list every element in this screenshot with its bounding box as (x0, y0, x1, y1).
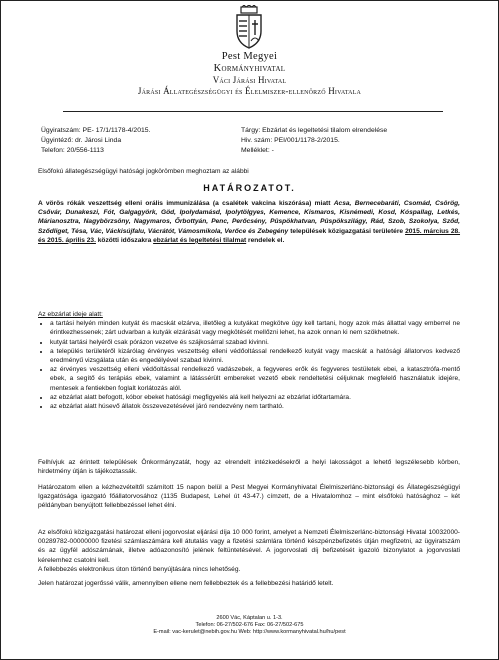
reference-number: Hiv. szám: PEI/001/1178-2/2015. (241, 137, 340, 144)
electronic-note: A fellebbezés elektronikus úton történő benyújtására nincs lehetőség. (38, 565, 241, 573)
footer-phone: Telefon: 06-27/502-676 Fax: 06-27/502-675 (195, 622, 304, 629)
footer-contact: E-mail: vac-kerulet@nebih.gov.hu Web: http://www.kormanyhivatal.hu/hu/pest (153, 629, 346, 636)
decision-towns: Acsa, Bernecebaráti, Csomád, Csörög, Csővár, Dunakeszi, Fót, Galgagyörk, Göd, Ipolydamásd, Ipolytölgyes, Kemence, Kismaros, Kisnémedi, Kosd, Kóspallag, Letkés, Márianosztra, Nagybörzsöny, Nagymaros, Őrbottyán, Penc, Perőcsény, Püspökhatvan, Püspökszilágy, Rád, Szob, Szokolya, Sződ, Sződliget, Tésa, Vác, Váckisújfalu, Vácrátót, Vámosmikola, Verőce és Zebegény (38, 200, 460, 235)
appeal-paragraph: Határozatom ellen a kézhezvételtől számított 15 napon belül a Pest Megyei Kormányhivatal Élelmiszerlánc-biztonsági és Állategészségügyi Igazgatósága igazgató főállatorvosához (1135 Budapest, Lehel út 43-47.) címzett, de a Hivatalomhoz – mint elsőfokú hatósághoz – két példányban benyújtott fellebbezéssel lehet élni. (38, 484, 460, 510)
header-office: Kormányhivatal (213, 63, 286, 74)
decision-title: HATÁROZATOT. (203, 183, 296, 193)
file-number: Ügyiratszám: PE- 17/1/1178-4/2015. (41, 127, 151, 134)
list-item: • az ebzárlat alatt befogott, kóbor ebeket hatósági megfigyelés alá kell helyezni az ebzárlat időtartamára. (50, 393, 460, 402)
fee-text: Az elsőfokú közigazgatási határozat elleni jogorvoslat eljárási díja 10 000 forint, amelyet a Nemzeti Élelmiszerlánc-biztonsági Hivatal 10032000-00289782-00000000 fizetési számlaszámára kell átutalás vagy a fizetési számlára történő készpénzbefizetés útján megfizetni, az ügyiratszám és az ügyfél adószámának, illetve adóazonosító jelének feltüntetésével. A jogorvoslati díj befizetését igazoló bizonylatot a jogorvoslati kérelemhez csatolni kell. (38, 529, 460, 564)
decision-paragraph (38, 199, 460, 245)
list-item: • a tartási helyén minden kutyát és macskát elzárva, illetőleg a kutyákat megkötve úgy kell tartani, hogy azok más állattal vagy emberrel ne érintkezhessenek; zárt udvarban a kutyák elzárását vagy megkötését mellőzni lehet, ha azok onnan ki nem szökhetnek. (50, 319, 460, 337)
decision-closing: rendelek el. (248, 236, 285, 244)
attachment: Melléklet: - (241, 147, 274, 154)
phone: Telefon: 20/556-1113 (41, 147, 104, 154)
header-department: Járási Állategészségügyi és Élelmiszer-ellenőrző Hivatala (137, 86, 362, 96)
case-officer: Ügyintéző: dr. Járosi Linda (41, 137, 122, 144)
letterhead (1, 51, 498, 97)
list-item: • kutyát tartási helyéről csak pórázon vezetve és szájkosárral szabad kivinni. (50, 338, 460, 347)
fee-paragraph (38, 528, 460, 574)
subject: Tárgy: Ebzárlat és legeltetési tilalom elrendelése (241, 127, 388, 134)
decision-dates: 2015. március 28. és 2015. április 23. (38, 227, 461, 244)
coat-of-arms-icon (232, 5, 266, 49)
decision-measure: ebzárlat és legeltetési tilalmat (153, 236, 247, 244)
header-county: Pest Megyei (221, 51, 278, 62)
ebzarlat-section (38, 310, 460, 411)
list-item: • az ebzárlat alatt húsevő állatok összevezetésével járó rendezvény nem tartható. (50, 402, 460, 411)
list-item: • az érvényes veszettség elleni védőoltással rendelkező vadászebek, a fegyveres erők és fegyveres testületek ebei, a katasztrófa-mentő ebek, a segítő és terápiás ebek, valamint a látássérült embereket vezető ebek rendeltetési céljuknak megfelelő használatuk idejére, mentesek a fentiekben foglalt korlátozás alól. (50, 365, 460, 393)
footer-address: 2600 Vác, Káptalan u. 1-3. (216, 615, 283, 621)
list-item: • a település területéről kizárólag érvényes veszettség elleni védőoltással rendelkező kutyát vagy macskát a hatósági állatorvos kedvező eredményű vizsgálata után és engedélyével szabad kivinni. (50, 347, 460, 365)
document-metadata (41, 126, 456, 156)
final-paragraph: Jelen határozat jogerőssé válik, amennyiben ellene nem fellebbeztek és a fellebbezési határidő letelt. (38, 580, 334, 587)
ebzarlat-list (38, 319, 460, 411)
notice-paragraph: Felhívjuk az érintett települések Önkormányzatát, hogy az elrendelt intézkedésekről a helyi lakosságot a lehető legszélesebb körben, hirdetmény útján is tájékoztassák. (38, 459, 460, 476)
decision-period: közötti időszakra (97, 236, 152, 244)
header-divider (63, 111, 443, 112)
intro-text: Elsőfokú állategészségügyi hatósági jogkörömben meghoztam az alábbi (38, 168, 249, 175)
footer (1, 615, 498, 637)
decision-area: települések közigazgatási területére (290, 227, 404, 235)
ebzarlat-heading: Az ebzárlat ideje alatt: (38, 311, 103, 318)
decision-reason: A vörös rókák veszettség elleni orális immunizálása (a csalétek vakcina kiszórása) miatt (38, 200, 331, 207)
header-district: Váci Járási Hivatal (212, 75, 287, 85)
